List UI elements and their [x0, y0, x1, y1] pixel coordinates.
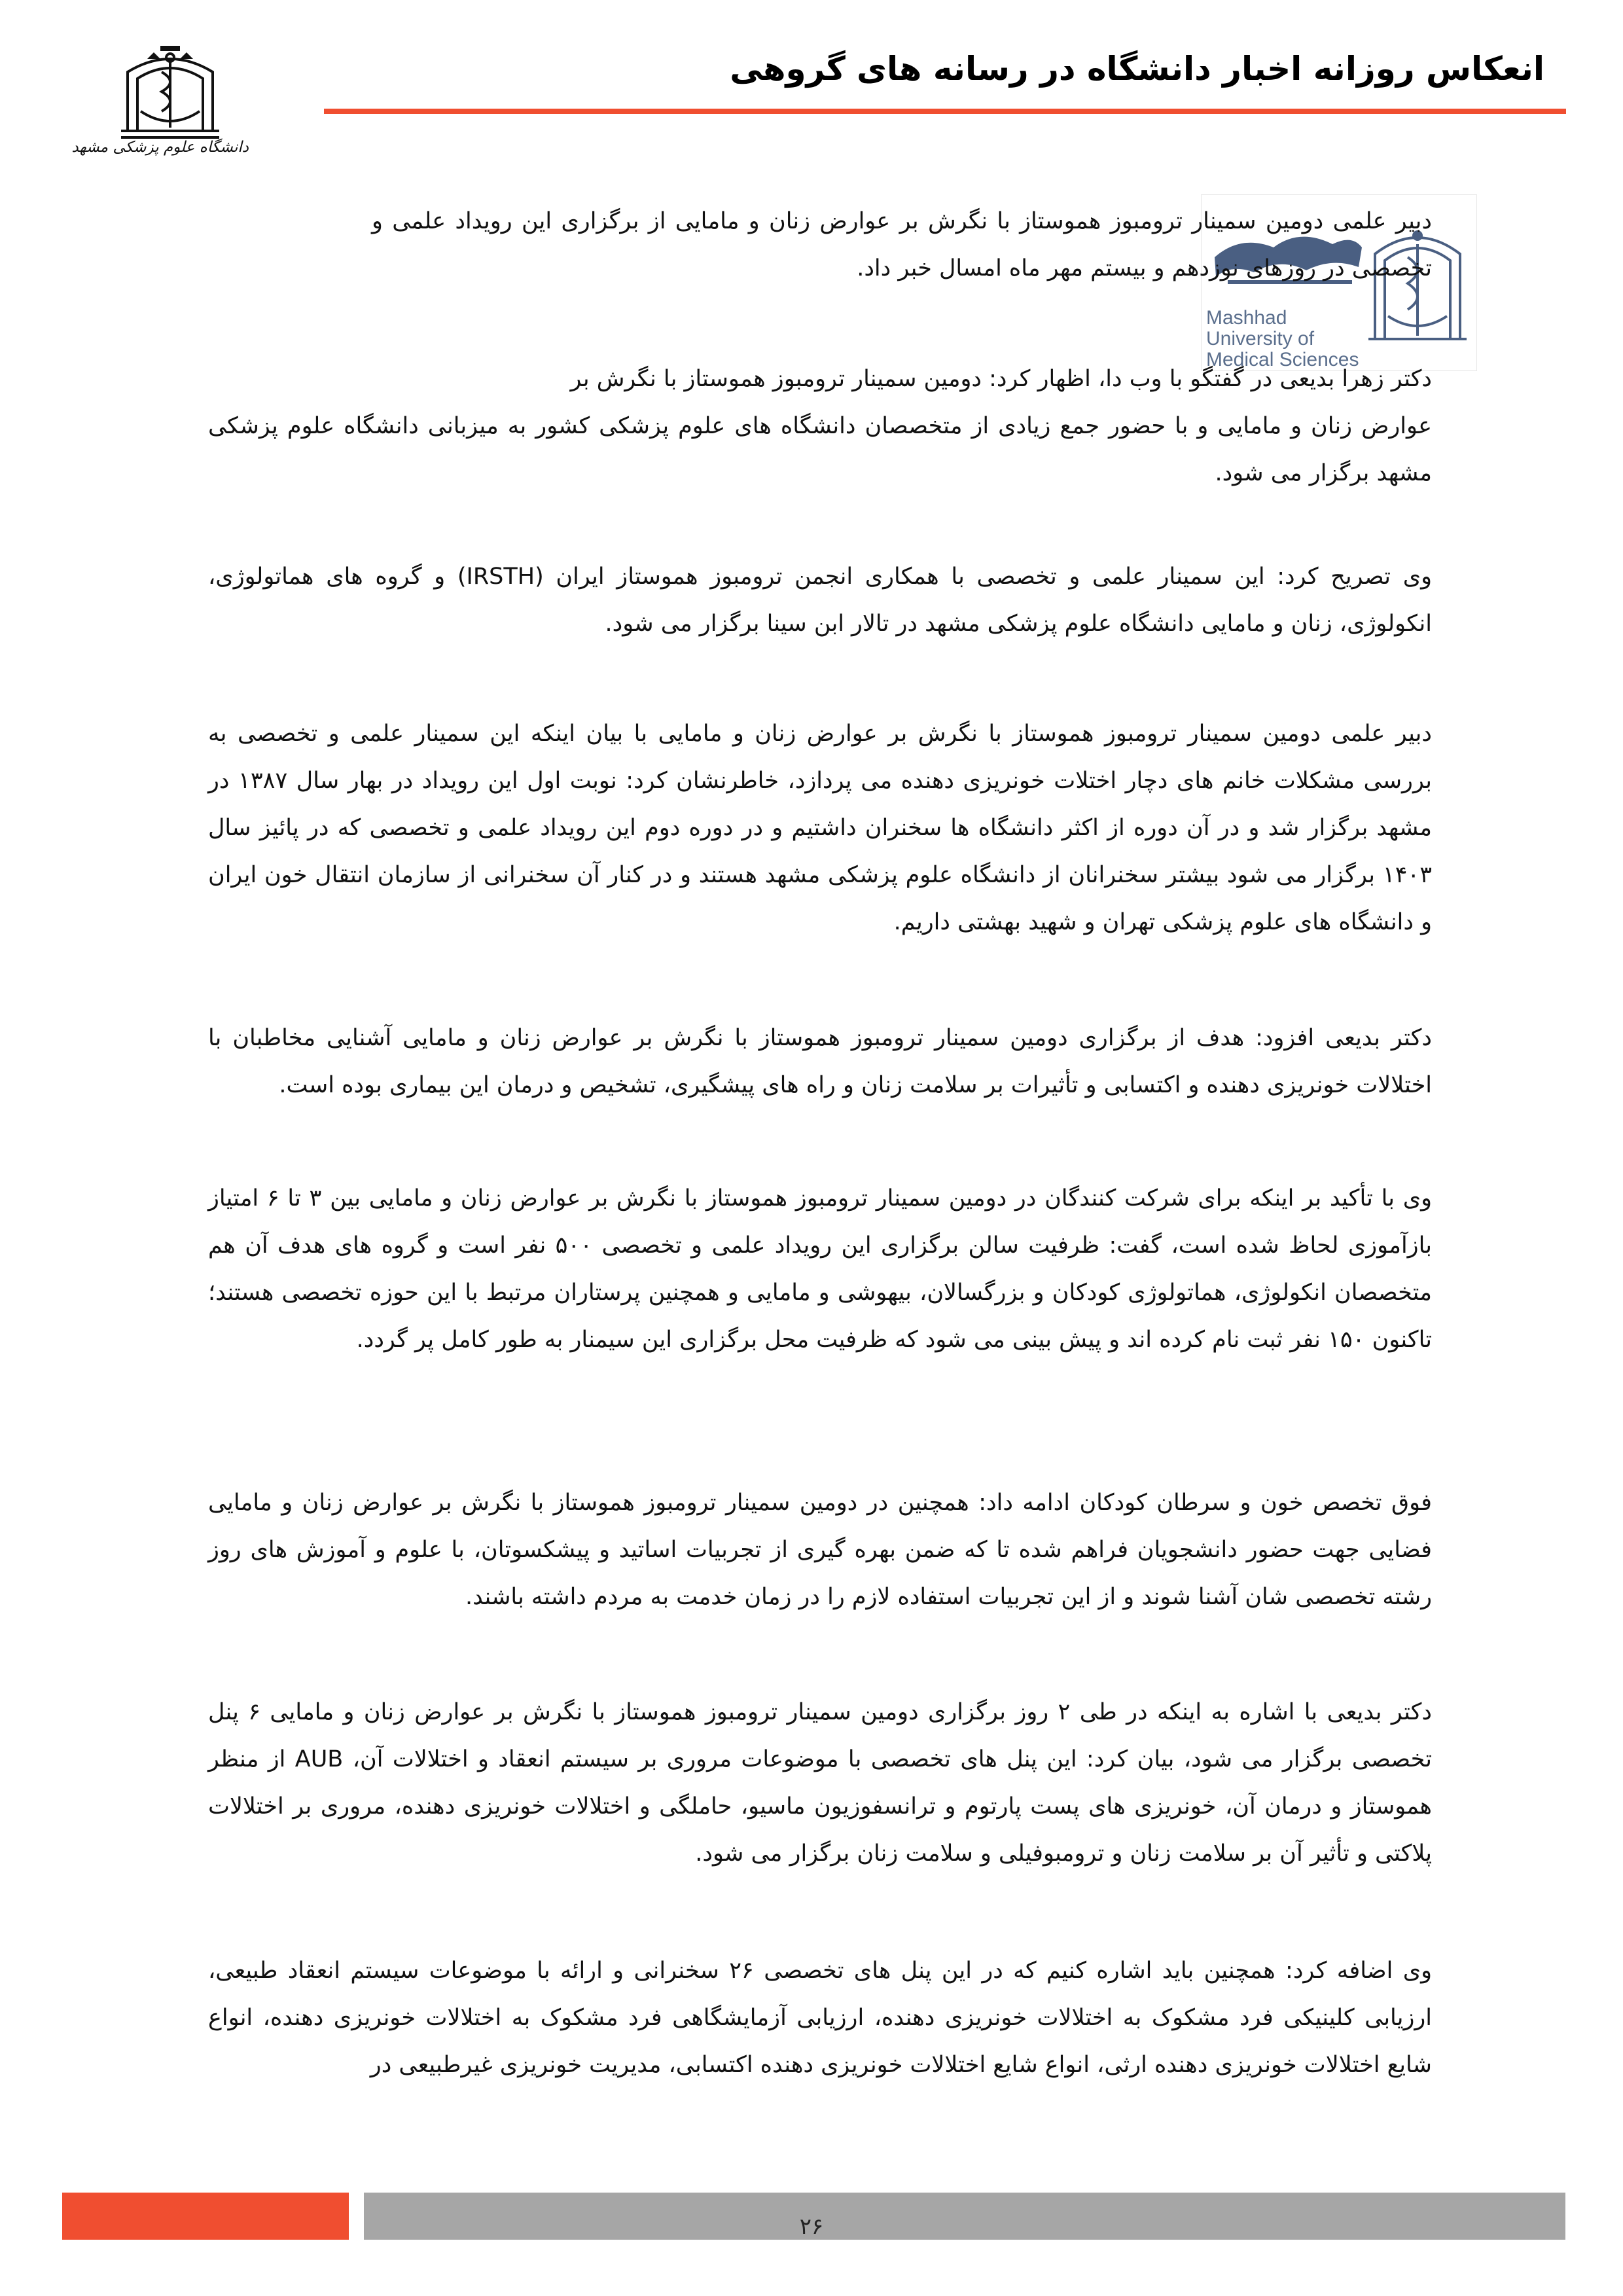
article-paragraph-8: وی اضافه کرد: همچنین باید اشاره کنیم که در این پنل های تخصصی ۲۶ سخنرانی و ارائه با موضوعات سیستم انعقاد طبیعی، ارزیابی کلینیکی فرد مشکوک به اختلالات خونریزی دهنده، ارزیابی آزمایشگاهی فرد مشکوک به اختلالات خونریزی دهنده، انواع شایع اختلالات خونریزی دهنده ارثی، انواع شایع اختلالات خونریزی دهنده اکتسابی، مدیریت خونریزی غیرطبیعی در [208, 1958, 1433, 2078]
article-paragraph-7: دکتر بدیعی با اشاره به اینکه در طی ۲ روز برگزاری دومین سمینار ترومبوز هموستاز با نگرش بر عوارض زنان و مامایی ۶ پنل تخصصی برگزار می شود، بیان کرد: این پنل های تخصصی با موضوعات مروری بر سیستم انعقاد و اختلالات آن، AUB از منظر هموستاز و درمان آن، خونریزی های پست پارتوم و ترانسفوزیون ماسیو، حاملگی و اختلالات خونریزی دهنده، مروری بر اختلالات پلاکتی و تأثیر آن بر سلامت زنان و ترومبوفیلی و سلامت زنان برگزار می شود. [208, 1699, 1432, 1867]
inline-logo-line1: Mashhad University of [1206, 307, 1315, 350]
footer-accent-bar [62, 2193, 349, 2240]
page-header-title: انعکاس روزانه اخبار دانشگاه در رسانه های گروهی [730, 50, 1544, 88]
article-paragraph-4: دکتر بدیعی افزود: هدف از برگزاری دومین سمینار ترومبوز هموستاز با نگرش بر عوارض زنان و مامایی آشنایی مخاطبان با اختلالات خونریزی دهنده و اکتسابی و تأثیرات بر سلامت زنان و راه های پیشگیری، تشخیص و درمان این بیماری بوده است. [208, 1025, 1432, 1098]
logo-caption: دانشگاه علوم پزشکی مشهد [71, 139, 249, 156]
inline-logo-line2: Medical Sciences [1206, 349, 1359, 370]
page-number: ۲۶ [799, 2214, 824, 2240]
article-paragraph-1-first-line: دکتر زهرا بدیعی در گفتگو با وب دا، اظهار کرد: دومین سمینار ترومبوز هموستاز با نگرش بر [570, 366, 1432, 392]
article-lead: دبیر علمی دومین سمینار ترومبوز هموستاز با نگرش بر عوارض زنان و مامایی از برگزاری این رویداد علمی و تخصصی در روزهای نوزدهم و بیستم مهر ماه امسال خبر داد. [372, 208, 1432, 281]
article-paragraph-5: وی با تأکید بر اینکه برای شرکت کنندگان در دومین سمینار ترومبوز هموستاز با نگرش بر عوارض زنان و مامایی بین ۳ تا ۶ امتیاز بازآموزی لحاظ شده است، گفت: ظرفیت سالن برگزاری این رویداد علمی و تخصصی ۵۰۰ نفر است و گروه های هدف آن هم متخصصان انکولوژی، هماتولوژی کودکان و بزرگسالان، بیهوشی و مامایی و همچنین پرستاران مرتبط با این حوزه تخصصی هستند؛ تاکنون ۱۵۰ نفر ثبت نام کرده اند و پیش بینی می شود که ظرفیت محل برگزاری این سیمنار به طور کامل پر گردد. [208, 1185, 1432, 1353]
article-paragraph-1: عوارض زنان و مامایی و با حضور جمع زیادی از متخصصان دانشگاه های علوم پزشکی کشور به میزبانی دانشگاه علوم پزشکی مشهد برگزار می شود. [208, 413, 1432, 486]
article-paragraph-2: وی تصریح کرد: این سمینار علمی و تخصصی با همکاری انجمن ترومبوز هموستاز ایران (IRSTH) و گروه های هماتولوژی، انکولوژی، زنان و مامایی دانشگاه علوم پزشکی مشهد در تالار ابن سینا برگزار می شود. [208, 564, 1432, 637]
article-paragraph-6: فوق تخصص خون و سرطان کودکان ادامه داد: همچنین در دومین سمینار ترومبوز هموستاز با نگرش بر عوارض زنان و مامایی فضایی جهت حضور دانشجویان فراهم شده تا که ضمن بهره گیری از تجربیات اساتید و پیشکسوتان، با علوم و آموزش های روز رشته تخصصی شان آشنا شوند و از این تجربیات استفاده لازم را در زمان خدمت به مردم داشته باشند. [208, 1490, 1432, 1610]
footer-bar [364, 2193, 1565, 2240]
article-paragraph-3: دبیر علمی دومین سمینار ترومبوز هموستاز با نگرش بر عوارض زنان و مامایی با بیان اینکه این سمینار علمی و تخصصی به بررسی مشکلات خانم های دچار اختلات خونریزی دهنده می پردازد، خاطرنشان کرد: نوبت اول این رویداد در بهار سال ۱۳۸۷ در مشهد برگزار شد و در آن دوره از اکثر دانشگاه ها سخنران داشتیم و در دوره دوم این رویداد علمی و تخصصی که در پائیز سال ۱۴۰۳ برگزار می شود بیشتر سخنرانان از دانشگاه علوم پزشکی مشهد هستند و در کنار آن سخنرانی از سازمان انتقال خون ایران و دانشگاه های علوم پزشکی تهران و شهید بهشتی داریم. [208, 721, 1433, 935]
header-divider [324, 109, 1566, 114]
